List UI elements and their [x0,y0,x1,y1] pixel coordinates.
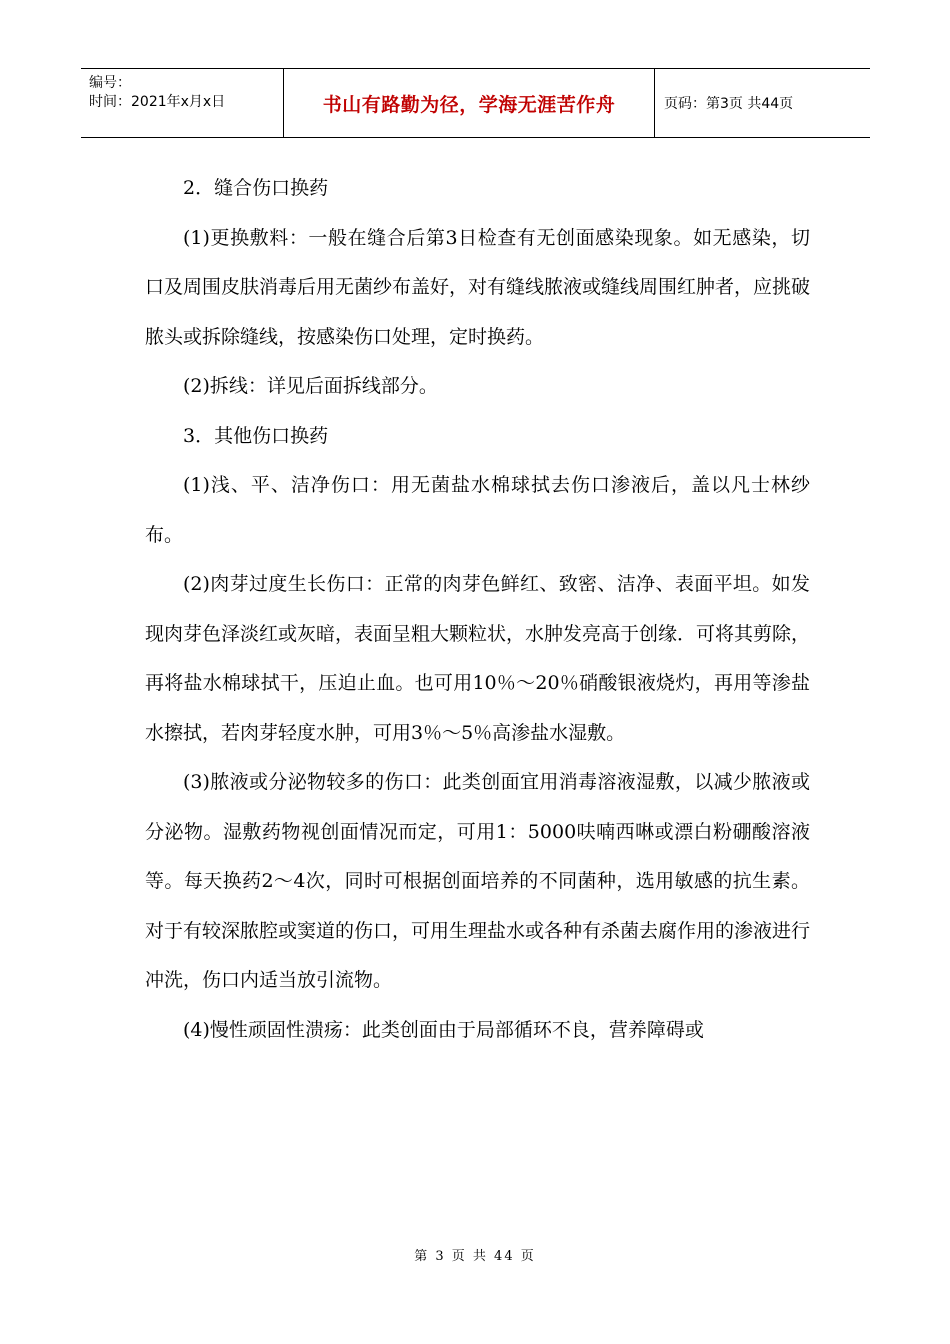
serial-label: 编号： [89,75,131,91]
motto-text: 书山有路勤为径，学海无涯苦作舟 [322,93,616,116]
paragraph-chronic-ulcer: (4)慢性顽固性溃疡：此类创面由于局部循环不良，营养障碍或 [183,1018,704,1041]
header-left-cell [81,69,284,137]
paragraph-pus-wound: (3)脓液或分泌物较多的伤口：此类创面宜用消毒溶液湿敷，以减少脓液或分泌物。湿敷药物视创面情况而定，可用1：5000呋喃西啉或漂白粉硼酸溶液等。每天换药2～4次，同时可根据创面培养的不同菌种，选用敏感的抗生素。对于有较深脓腔或窦道的伤口，可用生理盐水或各种有杀菌去腐作用的渗液进行冲洗，伤口内适当放引流物。 [145,771,811,991]
header-right-cell [655,69,870,137]
section-heading-2: 2．缝合伤口换药 [183,177,329,199]
section-heading-3: 3．其他伤口换药 [183,424,329,447]
page-info: 页码：第3页 共44页 [664,96,794,112]
document-body [145,164,810,1055]
header-middle-cell [284,69,655,137]
paragraph-clean-wound: (1)浅、平、洁净伤口：用无菌盐水棉球拭去伤口渗液后，盖以凡士林纱布。 [145,474,810,546]
paragraph-dressing-change: (1)更换敷料：一般在缝合后第3日检查有无创面感染现象。如无感染，切口及周围皮肤消毒后用无菌纱布盖好，对有缝线脓液或缝线周围红肿者，应挑破脓头或拆除缝线，按感染伤口处理，定时换药。 [145,226,811,348]
header-table [81,68,870,138]
paragraph-suture-removal: (2)拆线：详见后面拆线部分。 [183,375,438,397]
paragraph-granulation: (2)肉芽过度生长伤口：正常的肉芽色鲜红、致密、洁净、表面平坦。如发现肉芽色泽淡红或灰暗，表面呈粗大颗粒状，水肿发亮高于创缘．可将其剪除，再将盐水棉球拭干，压迫止血。也可用10％～20％硝酸银液烧灼，再用等渗盐水擦拭，若肉芽轻度水肿，可用3％～5％高渗盐水湿敷。 [145,573,811,744]
page-footer: 第 3 页 共 44 页 [414,1249,536,1264]
time-label: 时间：2021年x月x日 [89,94,226,110]
